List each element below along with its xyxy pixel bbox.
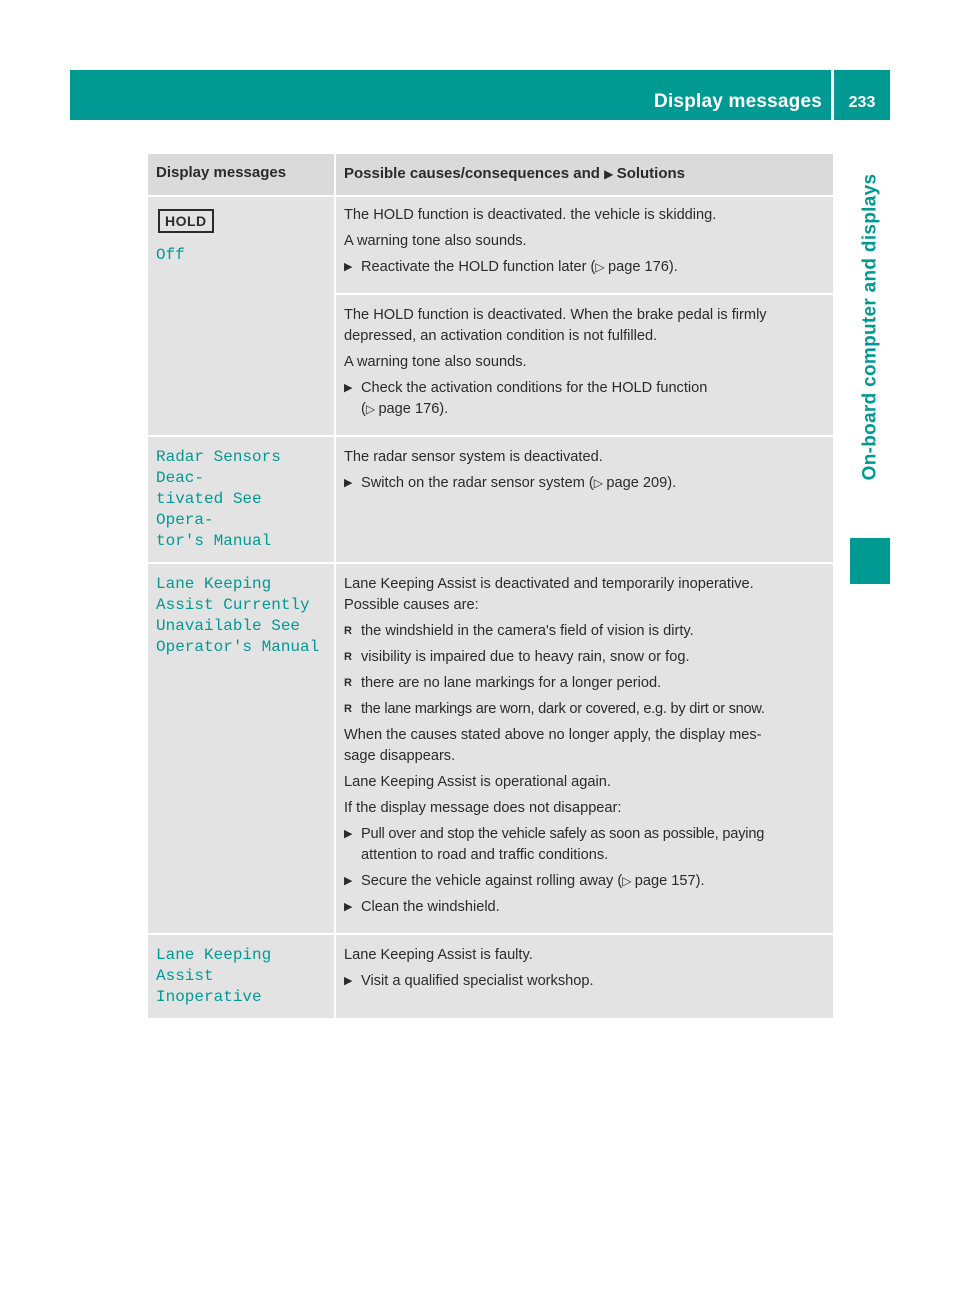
action-arrow-icon: ▶ xyxy=(344,901,353,913)
column-header-solutions-text: Solutions xyxy=(616,165,686,182)
action-text: Check the activation conditions for the HOLD function xyxy=(361,380,708,396)
arrow-right-icon: ▶ xyxy=(604,167,617,181)
solution-cell xyxy=(336,564,833,933)
message-cell xyxy=(148,935,334,1018)
message-cell xyxy=(148,295,334,435)
bullet-item xyxy=(344,699,827,720)
display-message-line: tivated See Opera‐ xyxy=(156,490,262,529)
cause-text: Lane Keeping Assist is faulty. xyxy=(344,947,533,963)
action-text: Pull over and stop the vehicle safely as soon as possible, paying xyxy=(361,826,765,842)
display-message-line: Radar Sensors Deac‐ xyxy=(156,448,281,487)
chapter-label: On-board computer and displays xyxy=(859,173,880,481)
page-number: 233 xyxy=(848,94,876,111)
page-header xyxy=(70,70,890,120)
page-ref-icon: ▷ xyxy=(365,402,379,416)
action-arrow-icon: ▶ xyxy=(344,875,353,887)
display-message-line: Assist Currently xyxy=(156,596,310,614)
action-arrow-icon: ▶ xyxy=(344,261,353,273)
table-row xyxy=(148,564,833,935)
bullet-icon: R xyxy=(344,651,352,663)
cause-text: The HOLD function is deactivated. the vehicle is skidding. xyxy=(344,207,717,223)
bullet-icon: R xyxy=(344,677,352,689)
bullet-text: there are no lane markings for a longer period. xyxy=(361,675,662,691)
cause-text: The radar sensor system is deactivated. xyxy=(344,449,603,465)
display-message-line: Assist Inoperative xyxy=(156,967,262,1006)
cause-text: The HOLD function is deactivated. When the brake pedal is firmly xyxy=(344,307,767,323)
action-arrow-icon: ▶ xyxy=(344,828,353,840)
action-text: Reactivate the HOLD function later ( xyxy=(361,259,596,275)
page-reference: page 209). xyxy=(606,475,677,491)
hold-indicator-icon: HOLD xyxy=(158,209,214,233)
column-header-messages: Display messages xyxy=(148,154,334,195)
bullet-item xyxy=(344,647,827,668)
bullet-text: the windshield in the camera's field of vision is dirty. xyxy=(361,623,694,639)
cause-text: Lane Keeping Assist is operational again. xyxy=(344,774,611,790)
table-row xyxy=(148,935,833,1018)
bullet-text: the lane markings are worn, dark or covered, e.g. by dirt or snow. xyxy=(361,701,765,717)
action-item xyxy=(344,897,827,918)
page-reference: page 157). xyxy=(634,873,705,889)
message-cell xyxy=(148,564,334,933)
page-ref-icon: ▷ xyxy=(595,260,608,274)
message-cell xyxy=(148,197,334,295)
display-messages-table xyxy=(148,154,833,1018)
action-arrow-icon: ▶ xyxy=(344,382,353,394)
table-row xyxy=(148,197,833,295)
column-header-causes xyxy=(336,154,833,195)
display-message-line: Unavailable See xyxy=(156,617,301,635)
action-item xyxy=(344,473,827,494)
action-text: Clean the windshield. xyxy=(361,899,500,915)
page-ref-icon: ▷ xyxy=(622,874,635,888)
action-item xyxy=(344,871,827,892)
display-message-off: Off xyxy=(156,246,185,264)
column-header-causes-text: Possible causes/consequences and xyxy=(344,165,600,182)
solution-cell xyxy=(336,437,833,562)
table-header-row xyxy=(148,154,833,197)
page-reference: page 176). xyxy=(607,259,678,275)
action-text: Visit a qualified specialist workshop. xyxy=(361,973,594,989)
display-message-line: Operator's Manual xyxy=(156,638,320,656)
cause-text: Lane Keeping Assist is deactivated and temporarily inoperative. xyxy=(344,576,754,592)
action-item xyxy=(344,971,827,992)
page-reference: page 176). xyxy=(378,401,449,417)
display-message-line: Lane Keeping xyxy=(156,946,272,964)
cause-text: A warning tone also sounds. xyxy=(344,233,527,249)
bullet-text: visibility is impaired due to heavy rain, snow or fog. xyxy=(361,649,690,665)
action-text: ( xyxy=(361,401,366,417)
bullet-icon: R xyxy=(344,625,352,637)
action-item xyxy=(344,378,827,420)
chapter-side-tab xyxy=(850,142,890,512)
cause-text: A warning tone also sounds. xyxy=(344,354,527,370)
table-row xyxy=(148,437,833,564)
bullet-item xyxy=(344,621,827,642)
message-cell xyxy=(148,437,334,562)
page-ref-icon: ▷ xyxy=(593,476,607,490)
cause-text: When the causes stated above no longer apply, the display mes‐ xyxy=(344,727,762,743)
cause-text: If the display message does not disappear: xyxy=(344,800,622,816)
action-item xyxy=(344,257,827,278)
cause-text: Possible causes are: xyxy=(344,597,479,613)
cause-text: depressed, an activation condition is not fulfilled. xyxy=(344,328,658,344)
action-arrow-icon: ▶ xyxy=(344,975,353,987)
display-message-line: Lane Keeping xyxy=(156,575,272,593)
solution-cell xyxy=(336,295,833,435)
chapter-marker xyxy=(850,538,890,584)
action-text: Secure the vehicle against rolling away ( xyxy=(361,873,623,889)
cause-text: sage disappears. xyxy=(344,748,456,764)
action-item xyxy=(344,824,827,866)
bullet-icon: R xyxy=(344,703,352,715)
action-text: attention to road and traffic conditions. xyxy=(361,847,609,863)
table-row xyxy=(148,295,833,437)
action-arrow-icon: ▶ xyxy=(344,477,353,489)
action-text: Switch on the radar sensor system ( xyxy=(361,475,594,491)
solution-cell xyxy=(336,935,833,1018)
display-message-line: tor's Manual xyxy=(156,532,272,550)
section-title: Display messages xyxy=(654,91,822,112)
bullet-item xyxy=(344,673,827,694)
solution-cell xyxy=(336,197,833,295)
